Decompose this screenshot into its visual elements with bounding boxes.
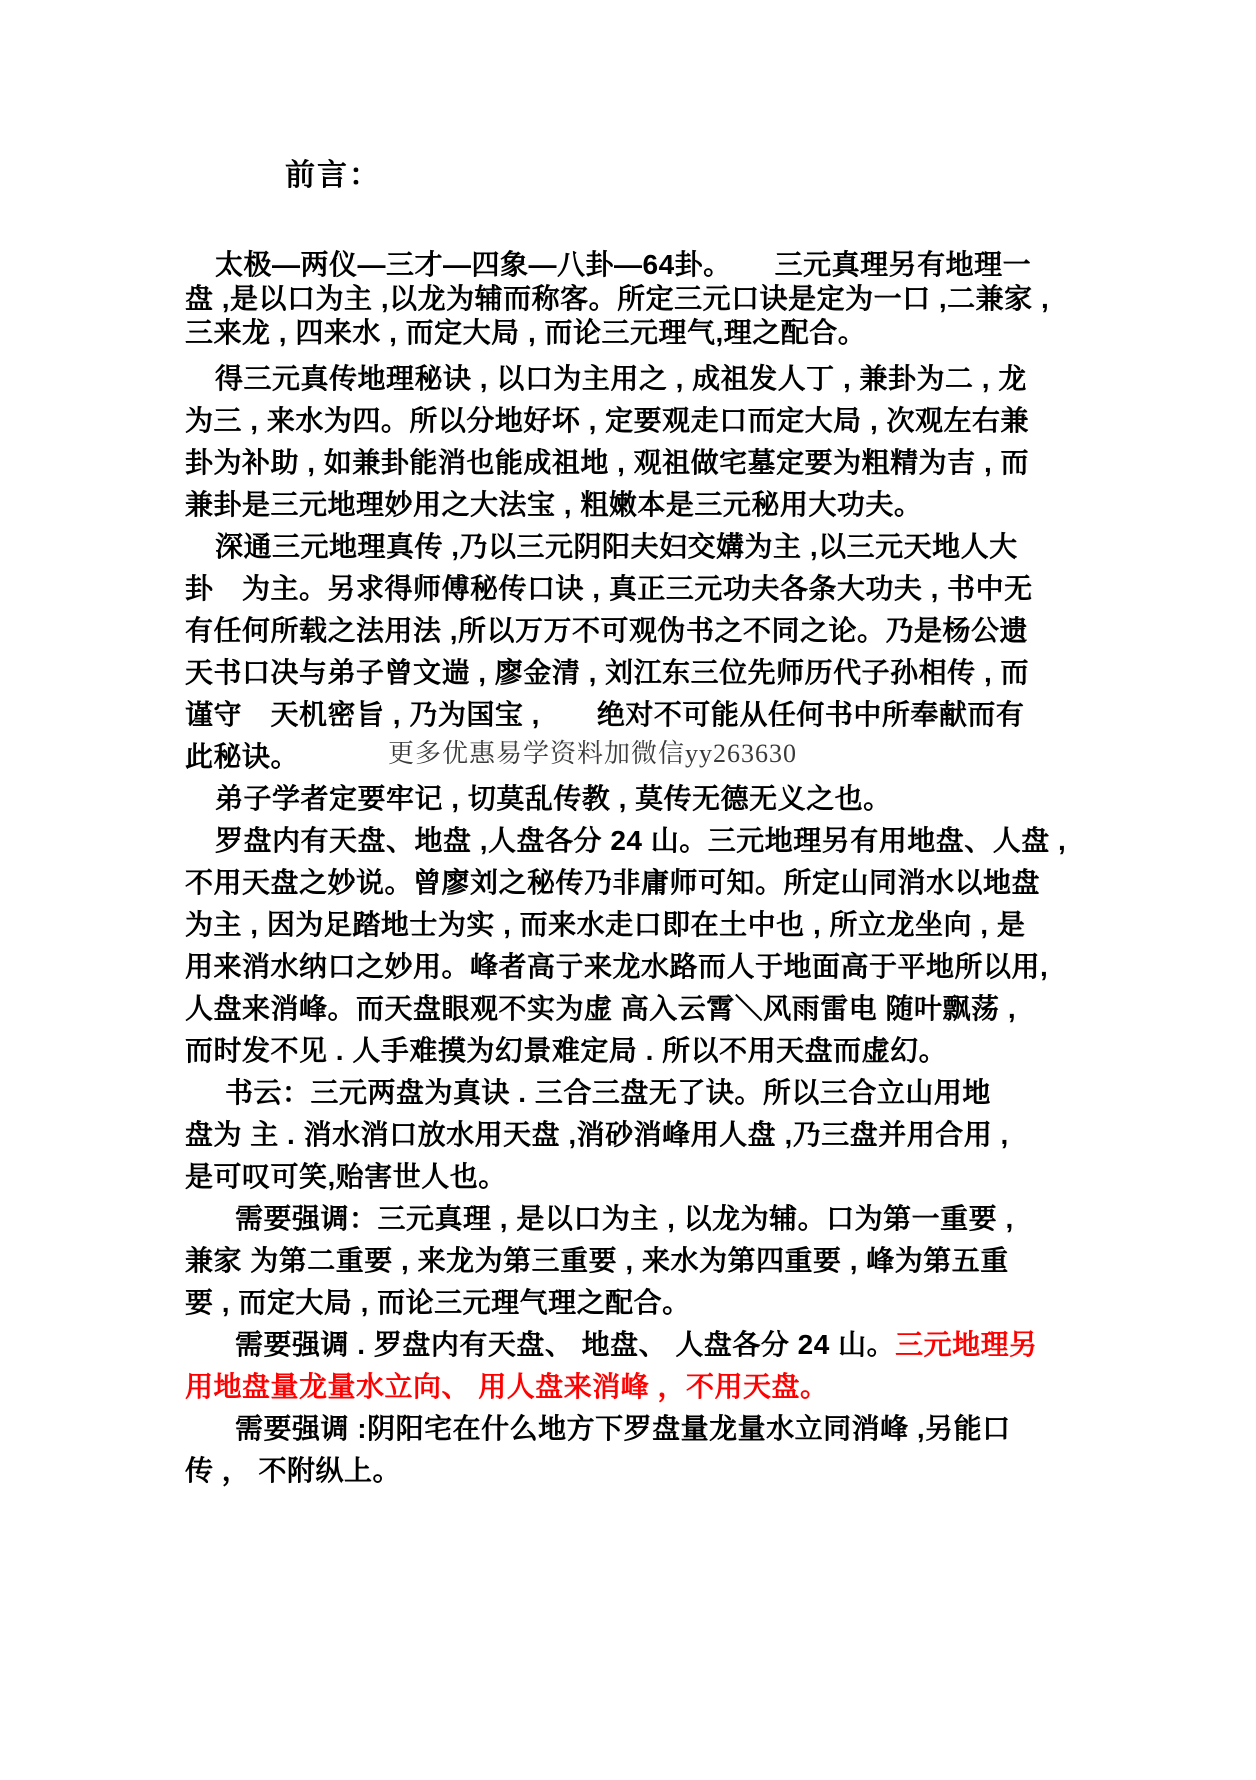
text-run: 为主 , 因为足踏地士为实 , 而来水走口即在土中也 , 所立龙坐向 , 是 (185, 909, 1026, 940)
text-run: 三来龙 , 四来水 , 而定大局 , 而论三元理气,理之配合。 (185, 317, 867, 348)
text-line (185, 1114, 1100, 1156)
text-run: 卦 为主。另求得师傅秘传口诀 , 真正三元功夫各条大功夫 , 书中无 (185, 573, 1033, 604)
text-run: 卦为补助 , 如兼卦能消也能成祖地 , 观祖做宅墓定要为粗精为吉 , 而 (185, 447, 1030, 478)
highlighted-text-run: 三元地理另 (895, 1329, 1038, 1360)
text-line (185, 358, 1100, 400)
text-run: 要 , 而定大局 , 而论三元理气理之配合。 (185, 1287, 691, 1318)
text-run: 罗盘内有天盘、地盘 ,人盘各分 24 山。三元地理另有用地盘、人盘 , (215, 825, 1067, 856)
text-run: 需要强调：三元真理 , 是以口为主 , 以龙为辅。口为第一重要 , (235, 1203, 1014, 1234)
text-line (185, 400, 1100, 442)
text-run: 此秘诀。 (185, 741, 300, 772)
text-run: 深通三元地理真传 ,乃以三元阴阳夫妇交媾为主 ,以三元天地人大 (215, 531, 1018, 562)
text-run: 有任何所载之法用法 ,所以万万不可观伪书之不同之论。乃是杨公遗 (185, 615, 1029, 646)
text-run: 得三元真传地理秘诀 , 以口为主用之 , 成祖发人丁 , 兼卦为二 , 龙 (215, 363, 1027, 394)
watermark-text: 更多优惠易学资料加微信yy263630 (388, 739, 798, 768)
text-line (185, 1030, 1100, 1072)
text-line (185, 652, 1100, 694)
text-line (185, 1198, 1100, 1240)
text-line (185, 1450, 1100, 1492)
text-run: 需要强调 :阴阳宅在什么地方下罗盘量龙量水立同消峰 ,另能口 (235, 1413, 1011, 1444)
text-line (185, 316, 1100, 350)
text-line (185, 1408, 1100, 1450)
text-line (185, 1282, 1100, 1324)
text-line (185, 1324, 1100, 1366)
text-line (185, 568, 1100, 610)
text-run: 天书口决与弟子曾文遄 , 廖金清 , 刘江东三位先师历代子孙相传 , 而 (185, 657, 1030, 688)
text-line (185, 1156, 1100, 1198)
text-run: 传 ， 不附纵上。 (185, 1455, 402, 1486)
paragraph (185, 778, 1100, 820)
paragraph (185, 820, 1100, 1072)
text-line (185, 1072, 1100, 1114)
paragraph (185, 1408, 1100, 1492)
text-run: 为三 , 来水为四。所以分地好坏 , 定要观走口而定大局 , 次观左右兼 (185, 405, 1030, 436)
text-run: 是可叹可笑,贻害世人也。 (185, 1161, 507, 1192)
text-run: 兼家 为第二重要 , 来龙为第三重要 , 来水为第四重要 , 峰为第五重 (185, 1245, 1009, 1276)
paragraph (185, 526, 1100, 778)
text-run: 谨守 天机密旨 , 乃为国宝 , 绝对不可能从任何书中所奉献而有 (185, 699, 1025, 730)
text-run: 书云：三元两盘为真诀 . 三合三盘无了诀。所以三合立山用地 (225, 1077, 991, 1108)
text-run: 不用天盘之妙说。曾廖刘之秘传乃非庸师可知。所定山同消水以地盘 (185, 867, 1041, 898)
text-line (185, 442, 1100, 484)
text-run: 人盘来消峰。而天盘眼观不实为虚 高入云霄＼风雨雷电 随叶飘荡 , (185, 993, 1017, 1024)
text-line (185, 862, 1100, 904)
text-run: 盘为 主 . 消水消口放水用天盘 ,消砂消峰用人盘 ,乃三盘并用合用 , (185, 1119, 1009, 1150)
paragraph (185, 248, 1100, 350)
text-line (185, 904, 1100, 946)
text-run: 兼卦是三元地理妙用之大法宝 , 粗嫩本是三元秘用大功夫。 (185, 489, 923, 520)
text-run: 而时发不见 . 人手难摸为幻景难定局 . 所以不用天盘而虚幻。 (185, 1035, 948, 1066)
text-line (185, 1366, 1100, 1408)
highlighted-text-run: 用地盘量龙量水立向、 用人盘来消峰 ，不用天盘。 (185, 1371, 829, 1402)
text-run: 用来消水纳口之妙用。峰者高亍来龙水路而人于地面高于平地所以用, (185, 951, 1049, 982)
paragraph (185, 1072, 1100, 1198)
paragraph (185, 358, 1100, 526)
text-line (185, 282, 1100, 316)
text-line (185, 820, 1100, 862)
text-line (185, 946, 1100, 988)
text-line (185, 610, 1100, 652)
text-line (185, 526, 1100, 568)
text-line (185, 736, 1100, 778)
text-run: 需要强调 . 罗盘内有天盘、 地盘、 人盘各分 24 山。 (235, 1329, 896, 1360)
text-line (185, 694, 1100, 736)
text-line (185, 248, 1100, 282)
text-line (185, 484, 1100, 526)
text-run: 弟子学者定要牢记 , 切莫乱传教 , 莫传无德无义之也。 (215, 783, 892, 814)
document-body (185, 248, 1100, 1492)
page-title: 前言： (285, 159, 381, 192)
text-line (185, 1240, 1100, 1282)
text-run: 盘 ,是以口为主 ,以龙为辅而称客。所定三元口诀是定为一口 ,二兼家 , (185, 283, 1050, 314)
text-run: 太极—两仪—三才—四象—八卦—64卦。 三元真理另有地理一 (215, 249, 1032, 280)
paragraph (185, 1324, 1100, 1408)
paragraph (185, 1198, 1100, 1324)
text-line (185, 988, 1100, 1030)
text-line (185, 778, 1100, 820)
